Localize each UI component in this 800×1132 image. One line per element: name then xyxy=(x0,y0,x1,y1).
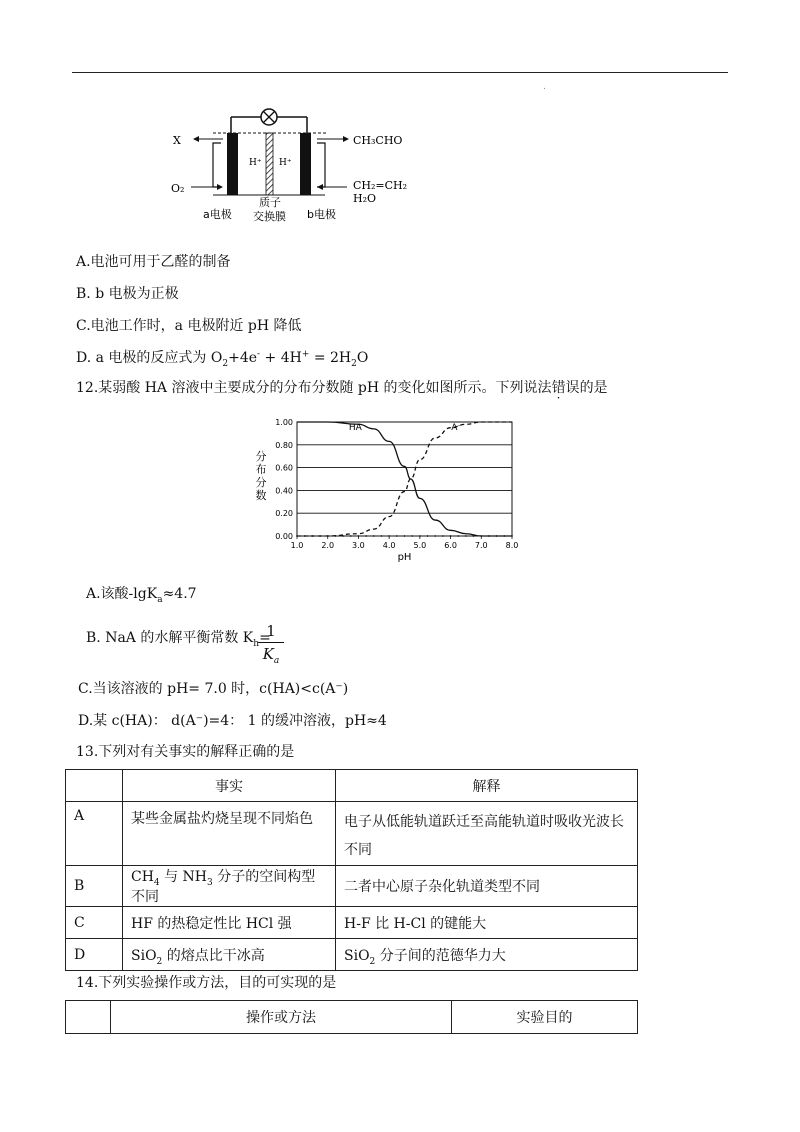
baseline-dot xyxy=(311,535,313,537)
header-fact: 事实 xyxy=(123,770,336,802)
label-o2: O₂ xyxy=(171,182,185,195)
x-tick-label: 4.0 xyxy=(382,541,396,550)
series-label: A⁻ xyxy=(451,422,463,433)
fact-cell: HF 的热稳定性比 HCl 强 xyxy=(123,907,336,939)
header-explanation: 解释 xyxy=(336,770,638,802)
baseline-dot xyxy=(434,535,436,537)
baseline-dot xyxy=(365,535,367,537)
x-tick-label: 6.0 xyxy=(444,541,457,550)
baseline-dot xyxy=(503,535,505,537)
q12-stem: 12.某弱酸 HA 溶液中主要成分的分布分数随 pH 的变化如图所示。下列说法错误的是 xyxy=(76,380,608,396)
row-label: D xyxy=(66,939,123,971)
explanation-cell: 二者中心原子杂化轨道类型不同 xyxy=(336,866,638,907)
baseline-dot xyxy=(304,535,306,537)
fact-cell: 某些金属盐灼烧呈现不同焰色 xyxy=(123,802,336,866)
baseline-dot xyxy=(358,535,360,537)
fact-cell: $CH_4$ 与 $NH_3$ 分子的空间构型不同 xyxy=(123,866,336,907)
row-label: A xyxy=(66,802,123,866)
baseline-dot xyxy=(334,535,336,537)
baseline-dot xyxy=(427,535,429,537)
baseline-dot xyxy=(296,535,298,537)
y-tick-label: 0.40 xyxy=(275,486,293,496)
label-ethylene: CH₂=CH₂ xyxy=(353,179,408,192)
label-x: X xyxy=(173,134,181,147)
label-membrane-1: 质子 xyxy=(259,196,281,209)
label-water: H₂O xyxy=(353,192,377,205)
label-electrode-b: b电极 xyxy=(307,208,336,221)
y-axis-label-char: 布 xyxy=(255,463,267,476)
q11-option-b: B. b 电极为正极 xyxy=(76,286,179,302)
explanation-cell: SiO$_2$ 分子间的范德华力大 xyxy=(336,939,638,971)
fraction-1-over-ka: $\frac{1}{K_a}$ xyxy=(258,622,284,663)
baseline-dot xyxy=(465,535,467,537)
q12-option-c: C.当该溶液的 pH= 7.0 时，c(HA)<c(A⁻) xyxy=(78,681,349,697)
q12-option-b: B. NaA 的水解平衡常数 $K_h=$ xyxy=(86,630,271,649)
q14-stem: 14.下列实验操作或方法，目的可实现的是 xyxy=(76,975,337,991)
baseline-dot xyxy=(473,535,475,537)
distribution-chart xyxy=(245,412,525,572)
label-ch3cho: CH₃CHO xyxy=(353,134,403,147)
q11-option-a: A.电池可用于乙醛的制备 xyxy=(76,254,231,270)
baseline-dot xyxy=(496,535,498,537)
series-line-a-minus xyxy=(297,422,512,536)
baseline-dot xyxy=(319,535,321,537)
y-axis-label-char: 分 xyxy=(255,450,267,463)
baseline-dot xyxy=(342,535,344,537)
y-axis-label-char: 数 xyxy=(255,489,267,502)
baseline-dot xyxy=(388,535,390,537)
q12-option-a: A.该酸-lgK$_a$≈4.7 xyxy=(86,586,197,605)
explanation-cell: H-F 比 H-Cl 的键能大 xyxy=(336,907,638,939)
label-membrane-2: 交换膜 xyxy=(253,210,286,223)
header-rule xyxy=(72,72,728,73)
q13-table xyxy=(65,769,638,971)
label-electrode-a: a电极 xyxy=(203,208,232,221)
x-tick-label: 8.0 xyxy=(505,541,519,550)
stray-dot: . xyxy=(543,82,546,92)
x-axis-label: pH xyxy=(397,552,412,563)
baseline-dot xyxy=(442,535,444,537)
baseline-dot xyxy=(381,535,383,537)
baseline-dot xyxy=(396,535,398,537)
row-label: B xyxy=(66,866,123,907)
series-label: HA xyxy=(348,422,362,433)
baseline-dot xyxy=(404,535,406,537)
x-tick-label: 2.0 xyxy=(321,541,335,550)
x-tick-label: 5.0 xyxy=(413,541,427,550)
baseline-dot xyxy=(450,535,452,537)
q14-table xyxy=(65,1000,638,1034)
y-tick-label: 1.00 xyxy=(275,418,293,427)
q13-stem: 13.下列对有关事实的解释正确的是 xyxy=(76,744,295,760)
label-hplus-right: H⁺ xyxy=(279,158,292,168)
q11-option-c: C.电池工作时，a 电极附近 pH 降低 xyxy=(76,318,302,334)
fuel-cell-diagram xyxy=(165,105,425,225)
x-tick-label: 1.0 xyxy=(290,541,304,550)
label-hplus-left: H⁺ xyxy=(249,158,262,168)
y-axis-label-char: 分 xyxy=(255,476,267,489)
baseline-dot xyxy=(411,535,413,537)
q11-option-d: D. a 电极的反应式为 $O_2+4e^- + 4H^+ = 2H_2O$ xyxy=(76,349,369,369)
baseline-dot xyxy=(373,535,375,537)
baseline-dot xyxy=(327,535,329,537)
header-operation: 操作或方法 xyxy=(111,1001,452,1034)
baseline-dot xyxy=(419,535,421,537)
row-label: C xyxy=(66,907,123,939)
y-tick-label: 0.20 xyxy=(275,509,293,519)
header-goal: 实验目的 xyxy=(452,1001,638,1034)
q12-option-d: D.某 c(HA)： d(A⁻)=4： 1 的缓冲溶液，pH≈4 xyxy=(78,713,387,729)
y-tick-label: 0.00 xyxy=(275,532,293,541)
fact-cell: SiO$_2$ 的熔点比干冰高 xyxy=(123,939,336,971)
plot-frame xyxy=(297,422,512,536)
y-tick-label: 0.60 xyxy=(275,463,293,473)
y-tick-label: 0.80 xyxy=(275,440,293,450)
baseline-dot xyxy=(480,535,482,537)
explanation-cell: 电子从低能轨道跃迁至高能轨道时吸收光波长 不同 xyxy=(336,802,638,866)
x-tick-label: 7.0 xyxy=(474,541,488,550)
baseline-dot xyxy=(350,535,352,537)
baseline-dot xyxy=(488,535,490,537)
baseline-dot xyxy=(511,535,513,537)
x-tick-label: 3.0 xyxy=(352,541,365,550)
baseline-dot xyxy=(457,535,459,537)
series-line-ha xyxy=(297,422,512,536)
